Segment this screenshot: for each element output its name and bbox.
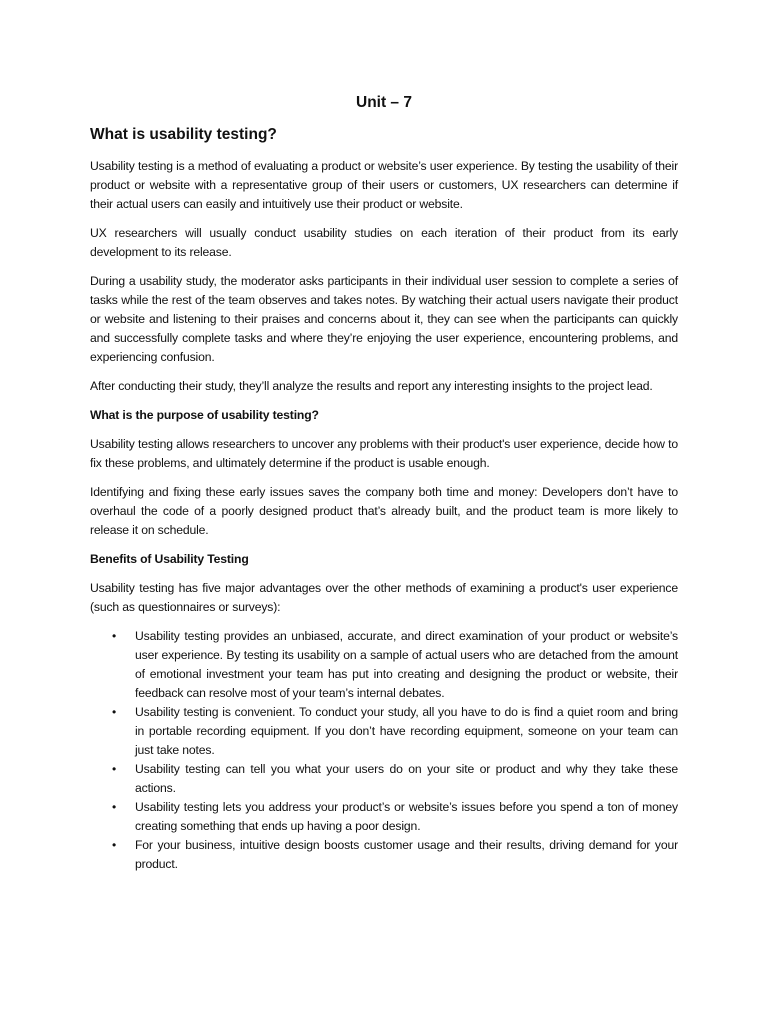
list-item-text: Usability testing can tell you what your users do on your site or product and why they take these actions. — [135, 762, 678, 795]
list-item-text: Usability testing is convenient. To conduct your study, all you have to do is find a quiet room and bring in portable recording equipment. If you don’t have recording equipment, someone on your team can just take notes. — [135, 705, 678, 757]
bullet-icon: • — [112, 629, 117, 643]
intro-paragraph-3: During a usability study, the moderator asks participants in their individual user session to complete a series of tasks while the rest of the team observes and takes notes. By watching their actual users navigate their product or website and listening to their praises and concerns about it, they can see when the participants can quickly and successfully complete tasks and where they’re enjoying the user experience, encountering problems, and experiencing confusion. — [90, 274, 678, 364]
list-item — [90, 760, 678, 798]
bullet-icon: • — [112, 800, 117, 814]
main-heading: What is usability testing? — [90, 126, 277, 143]
intro-paragraph-4: After conducting their study, they’ll analyze the results and report any interesting insights to the project lead. — [90, 379, 653, 393]
benefits-list — [90, 627, 678, 874]
list-item — [90, 798, 678, 836]
list-item — [90, 703, 678, 760]
bullet-icon: • — [112, 838, 117, 852]
list-item-text: Usability testing provides an unbiased, accurate, and direct examination of your product or website’s user experience. By testing its usability on a sample of actual users who are detached from the amount of emotional investment your team has put into creating and designing the product or website, their feedback can resolve most of your team’s internal debates. — [135, 629, 678, 700]
list-item — [90, 836, 678, 874]
list-item-text: For your business, intuitive design boosts customer usage and their results, driving demand for your product. — [135, 838, 678, 871]
bullet-icon: • — [112, 762, 117, 776]
purpose-paragraph-1: Usability testing allows researchers to uncover any problems with their product's user experience, decide how to fix these problems, and ultimately determine if the product is usable enough. — [90, 437, 678, 470]
bullet-icon: • — [112, 705, 117, 719]
list-item — [90, 627, 678, 703]
purpose-heading: What is the purpose of usability testing? — [90, 408, 319, 422]
benefits-heading: Benefits of Usability Testing — [90, 552, 249, 566]
list-item-text: Usability testing lets you address your product’s or website’s issues before you spend a ton of money creating something that ends up having a poor design. — [135, 800, 678, 833]
intro-paragraph-1: Usability testing is a method of evaluating a product or website’s user experience. By testing the usability of their product or website with a representative group of their users or customers, UX researchers can determine if their actual users can easily and intuitively use their product or website. — [90, 159, 678, 211]
unit-title: Unit – 7 — [356, 94, 412, 111]
purpose-paragraph-2: Identifying and fixing these early issues saves the company both time and money: Developers don’t have to overhaul the code of a poorly designed product that’s already built, and the product team is more likely to release it on schedule. — [90, 485, 678, 537]
benefits-intro: Usability testing has five major advantages over the other methods of examining a product's user experience (such as questionnaires or surveys): — [90, 581, 678, 614]
intro-paragraph-2: UX researchers will usually conduct usability studies on each iteration of their product from its early development to its release. — [90, 226, 678, 259]
document-page — [90, 93, 678, 874]
